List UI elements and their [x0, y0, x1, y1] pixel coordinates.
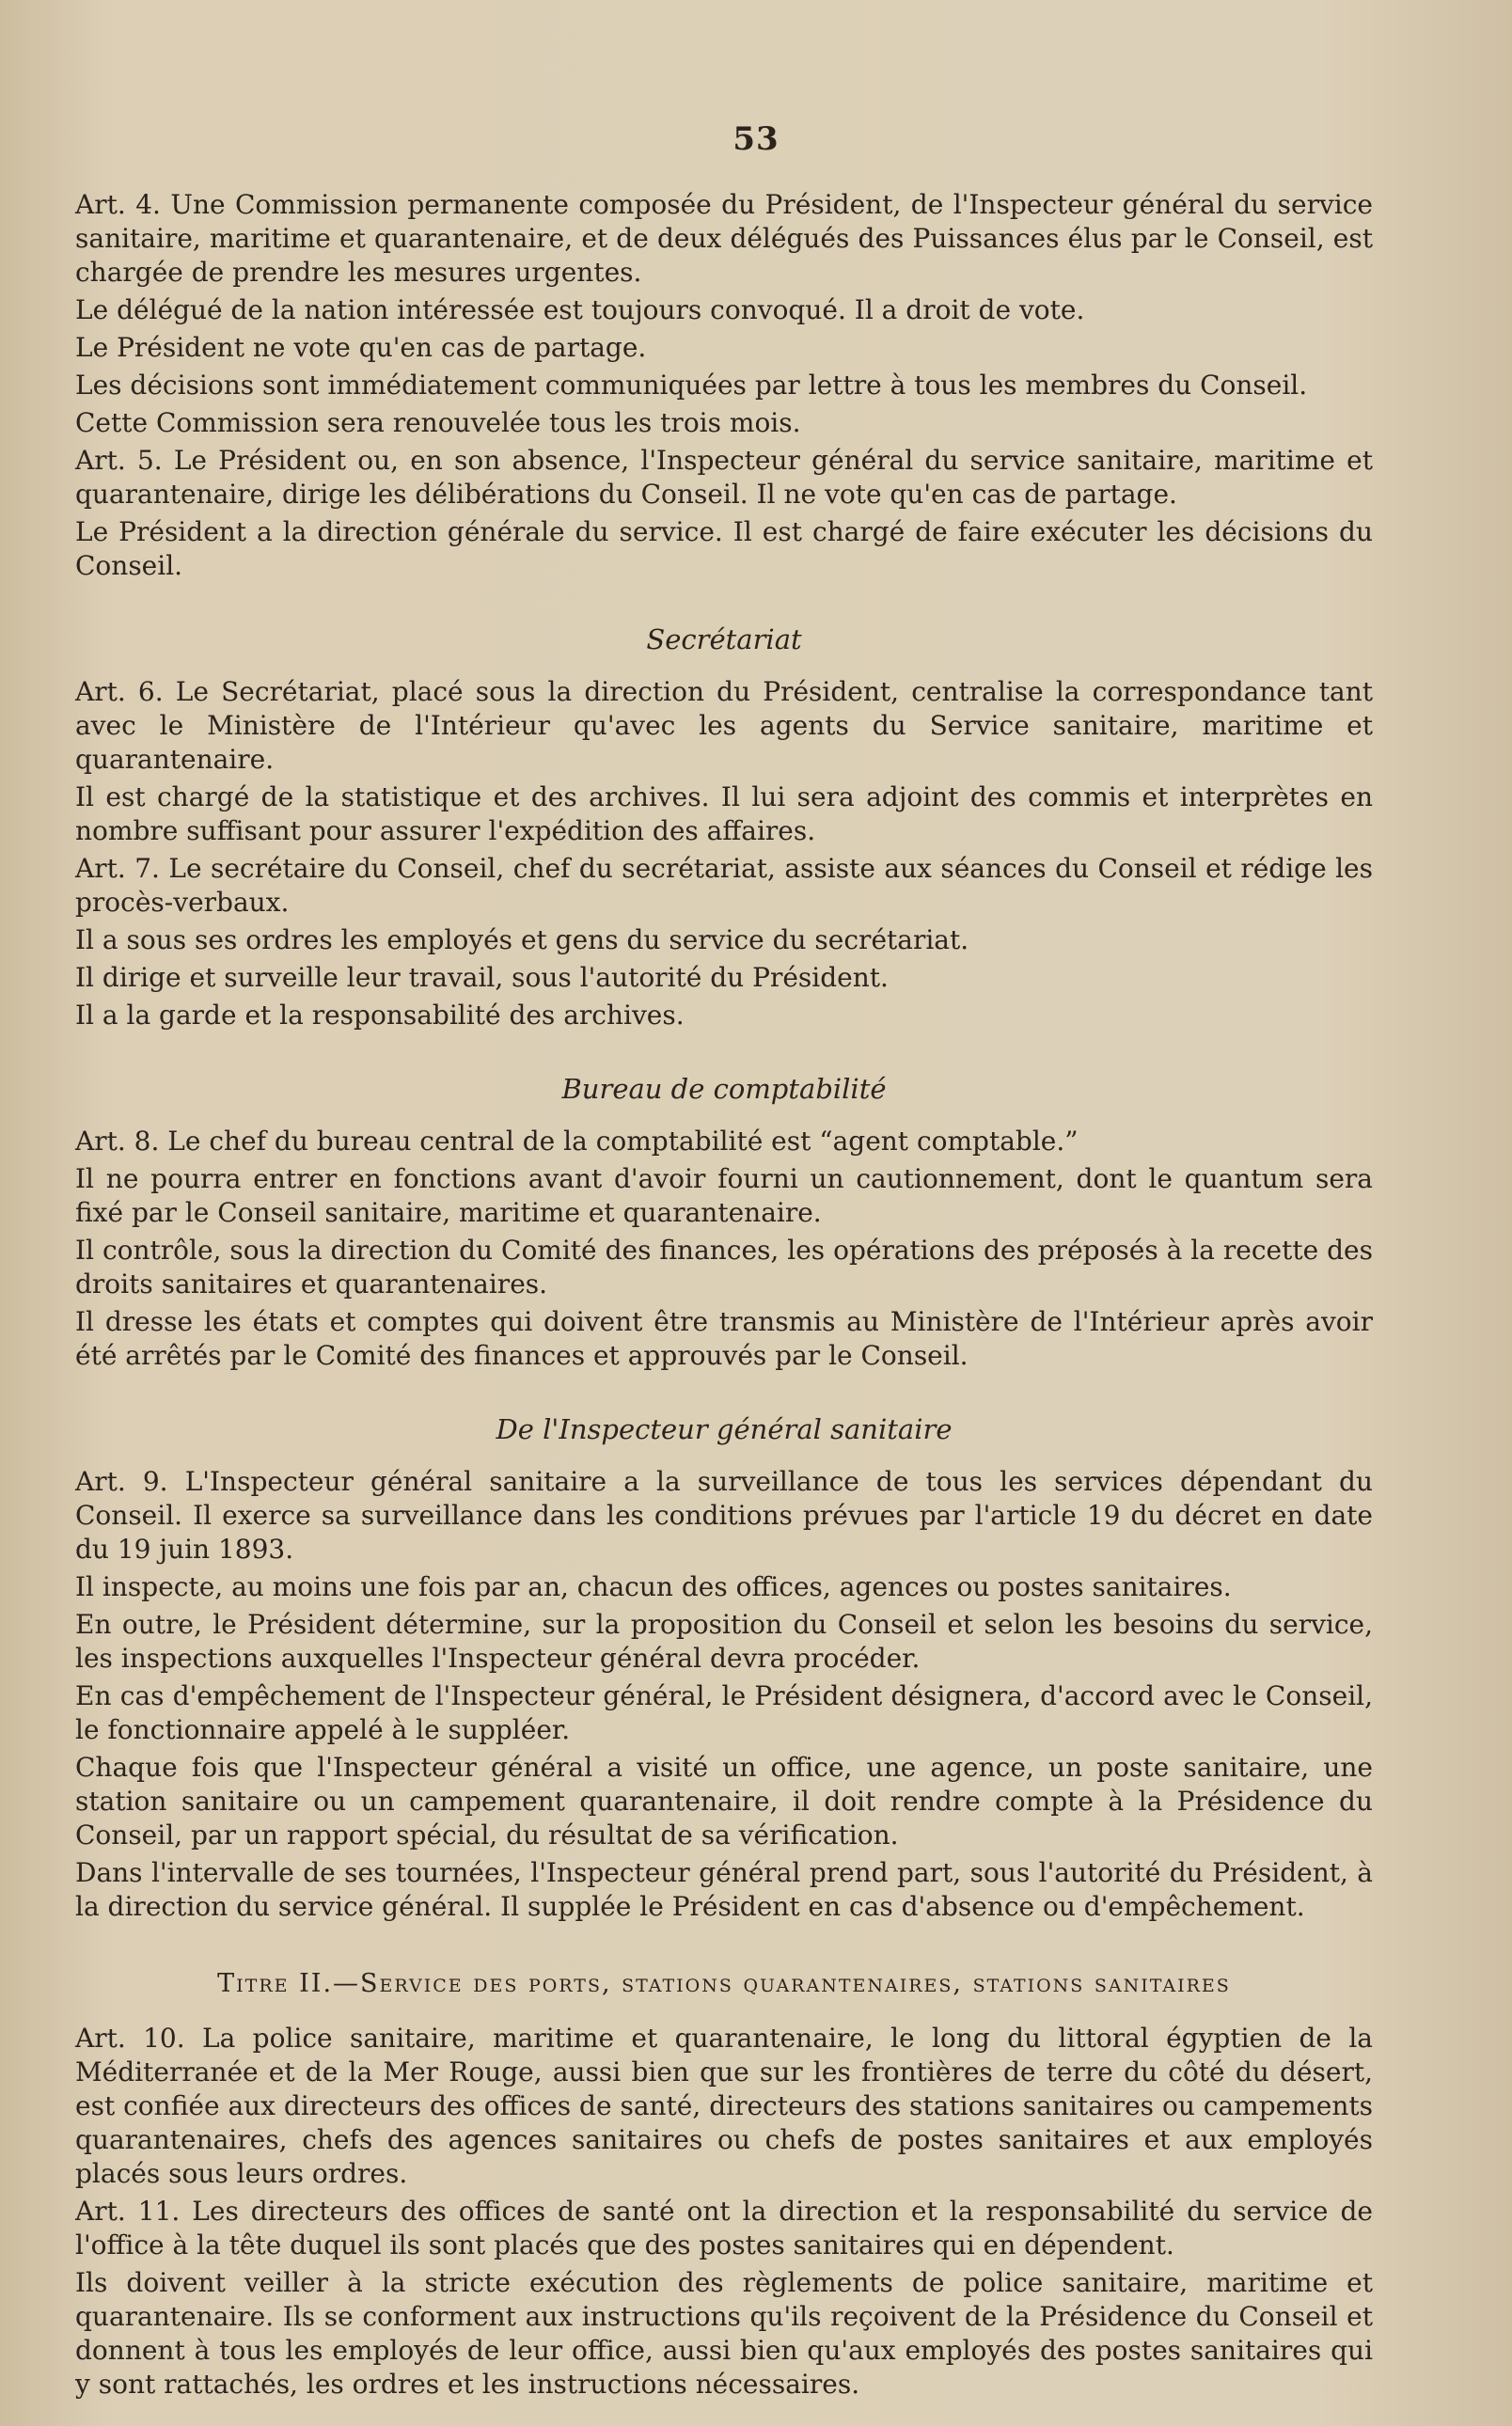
- section-comptabilite: [75, 1072, 1373, 1373]
- paragraph: Il a la garde et la responsabilité des archives.: [75, 1000, 685, 1031]
- paragraph: En cas d'empêchement de l'Inspecteur général, le Président désignera, d'accord avec le Conseil, le fonctionnaire appelé à le suppléer.: [75, 1680, 1373, 1745]
- paragraph: Le délégué de la nation intéressée est toujours convoqué. Il a droit de vote.: [75, 294, 1085, 325]
- paragraph: Art. 9. L'Inspecteur général sanitaire a la surveillance de tous les services dépendant du Conseil. Il exerce sa surveillance dans les conditions prévues par l'article 19 du décret en date du 19 juin 1893.: [75, 1466, 1373, 1565]
- paragraph: Art. 4. Une Commission permanente composée du Président, de l'Inspecteur général du service sanitaire, maritime et quarantenaire, et de deux délégués des Puissances élus par le Conseil, est chargée de prendre les mesures urgentes.: [75, 189, 1373, 288]
- paragraph: Il a sous ses ordres les employés et gens du service du secrétariat.: [75, 924, 969, 955]
- page-number: 53: [732, 120, 780, 158]
- section-heading: Secrétariat: [646, 623, 802, 655]
- paragraph: Art. 5. Le Président ou, en son absence, l'Inspecteur général du service sanitaire, maritime et quarantenaire, dirige les délibérations du Conseil. Il ne vote qu'en cas de partage.: [75, 445, 1373, 510]
- paragraph: Dans l'intervalle de ses tournées, l'Inspecteur général prend part, sous l'autorité du Président, à la direction du service général. Il supplée le Président en cas d'absence ou d'empêchement.: [75, 1857, 1373, 1922]
- section-titre-ii: [75, 1967, 1373, 2402]
- paragraph: Ils doivent veiller à la stricte exécution des règlements de police sanitaire, maritime et quarantenaire. Ils se conforment aux instructions qu'ils reçoivent de la Présidence du Conseil et donnent à tous les employés de leur office, aussi bien qu'aux employés des postes sanitaires qui y sont rattachés, les ordres et les instructions nécessaires.: [75, 2267, 1373, 2400]
- title-heading: Titre II.—Service des ports, stations quarantenaires, stations sanitaires: [217, 1969, 1231, 1998]
- section-secretariat: [75, 622, 1373, 1032]
- paragraph: Il contrôle, sous la direction du Comité des finances, les opérations des préposés à la recette des droits sanitaires et quarantenaires.: [75, 1235, 1373, 1300]
- paragraph: Chaque fois que l'Inspecteur général a visité un office, une agence, un poste sanitaire, une station sanitaire ou un campement quarantenaire, il doit rendre compte à la Présidence du Conseil, par un rapport spécial, du résultat de sa vérification.: [75, 1752, 1373, 1851]
- paragraph: Art. 6. Le Secrétariat, placé sous la direction du Président, centralise la correspondance tant avec le Ministère de l'Intérieur qu'avec les agents du Service sanitaire, maritime et quarantenaire.: [75, 676, 1373, 775]
- section-heading: De l'Inspecteur général sanitaire: [496, 1413, 953, 1445]
- section-heading: Bureau de comptabilité: [561, 1073, 887, 1105]
- paragraph: Il ne pourra entrer en fonctions avant d'avoir fourni un cautionnement, dont le quantum sera fixé par le Conseil sanitaire, maritime et quarantenaire.: [75, 1163, 1373, 1228]
- paragraph: Cette Commission sera renouvelée tous les trois mois.: [75, 407, 801, 438]
- paragraph: Les décisions sont immédiatement communiquées par lettre à tous les membres du Conseil.: [75, 370, 1308, 401]
- paragraph: Art. 10. La police sanitaire, maritime et quarantenaire, le long du littoral égyptien de la Méditerranée et de la Mer Rouge, aussi bien que sur les frontières de terre du côté du désert, est confiée aux directeurs des offices de santé, directeurs des stations sanitaires ou campements quarantenaires, chefs des agences sanitaires ou chefs de postes sanitaires et aux employés placés sous leurs ordres.: [75, 2023, 1373, 2189]
- paragraph: Art. 11. Les directeurs des offices de santé ont la direction et la responsabilité du service de l'office à la tête duquel ils sont placés que des postes sanitaires qui en dépendent.: [75, 2196, 1373, 2261]
- paragraph: Le Président a la direction générale du service. Il est chargé de faire exécuter les décisions du Conseil.: [75, 516, 1373, 581]
- document-body: [75, 188, 1373, 2405]
- section-commission: [75, 188, 1373, 583]
- paragraph: Il inspecte, au moins une fois par an, chacun des offices, agences ou postes sanitaires.: [75, 1571, 1232, 1602]
- paragraph: Art. 8. Le chef du bureau central de la comptabilité est “agent comptable.”: [75, 1126, 1079, 1157]
- section-inspecteur: [75, 1412, 1373, 1924]
- paragraph: Art. 7. Le secrétaire du Conseil, chef du secrétariat, assiste aux séances du Conseil et rédige les procès-verbaux.: [75, 853, 1373, 918]
- paragraph: Le Président ne vote qu'en cas de partage.: [75, 332, 647, 363]
- paragraph: Il est chargé de la statistique et des archives. Il lui sera adjoint des commis et interprètes en nombre suffisant pour assurer l'expédition des affaires.: [75, 781, 1373, 846]
- paragraph: En outre, le Président détermine, sur la proposition du Conseil et selon les besoins du service, les inspections auxquelles l'Inspecteur général devra procéder.: [75, 1609, 1373, 1674]
- paragraph: Il dirige et surveille leur travail, sous l'autorité du Président.: [75, 962, 889, 993]
- paragraph: Il dresse les états et comptes qui doivent être transmis au Ministère de l'Intérieur après avoir été arrêtés par le Comité des finances et approuvés par le Conseil.: [75, 1306, 1373, 1371]
